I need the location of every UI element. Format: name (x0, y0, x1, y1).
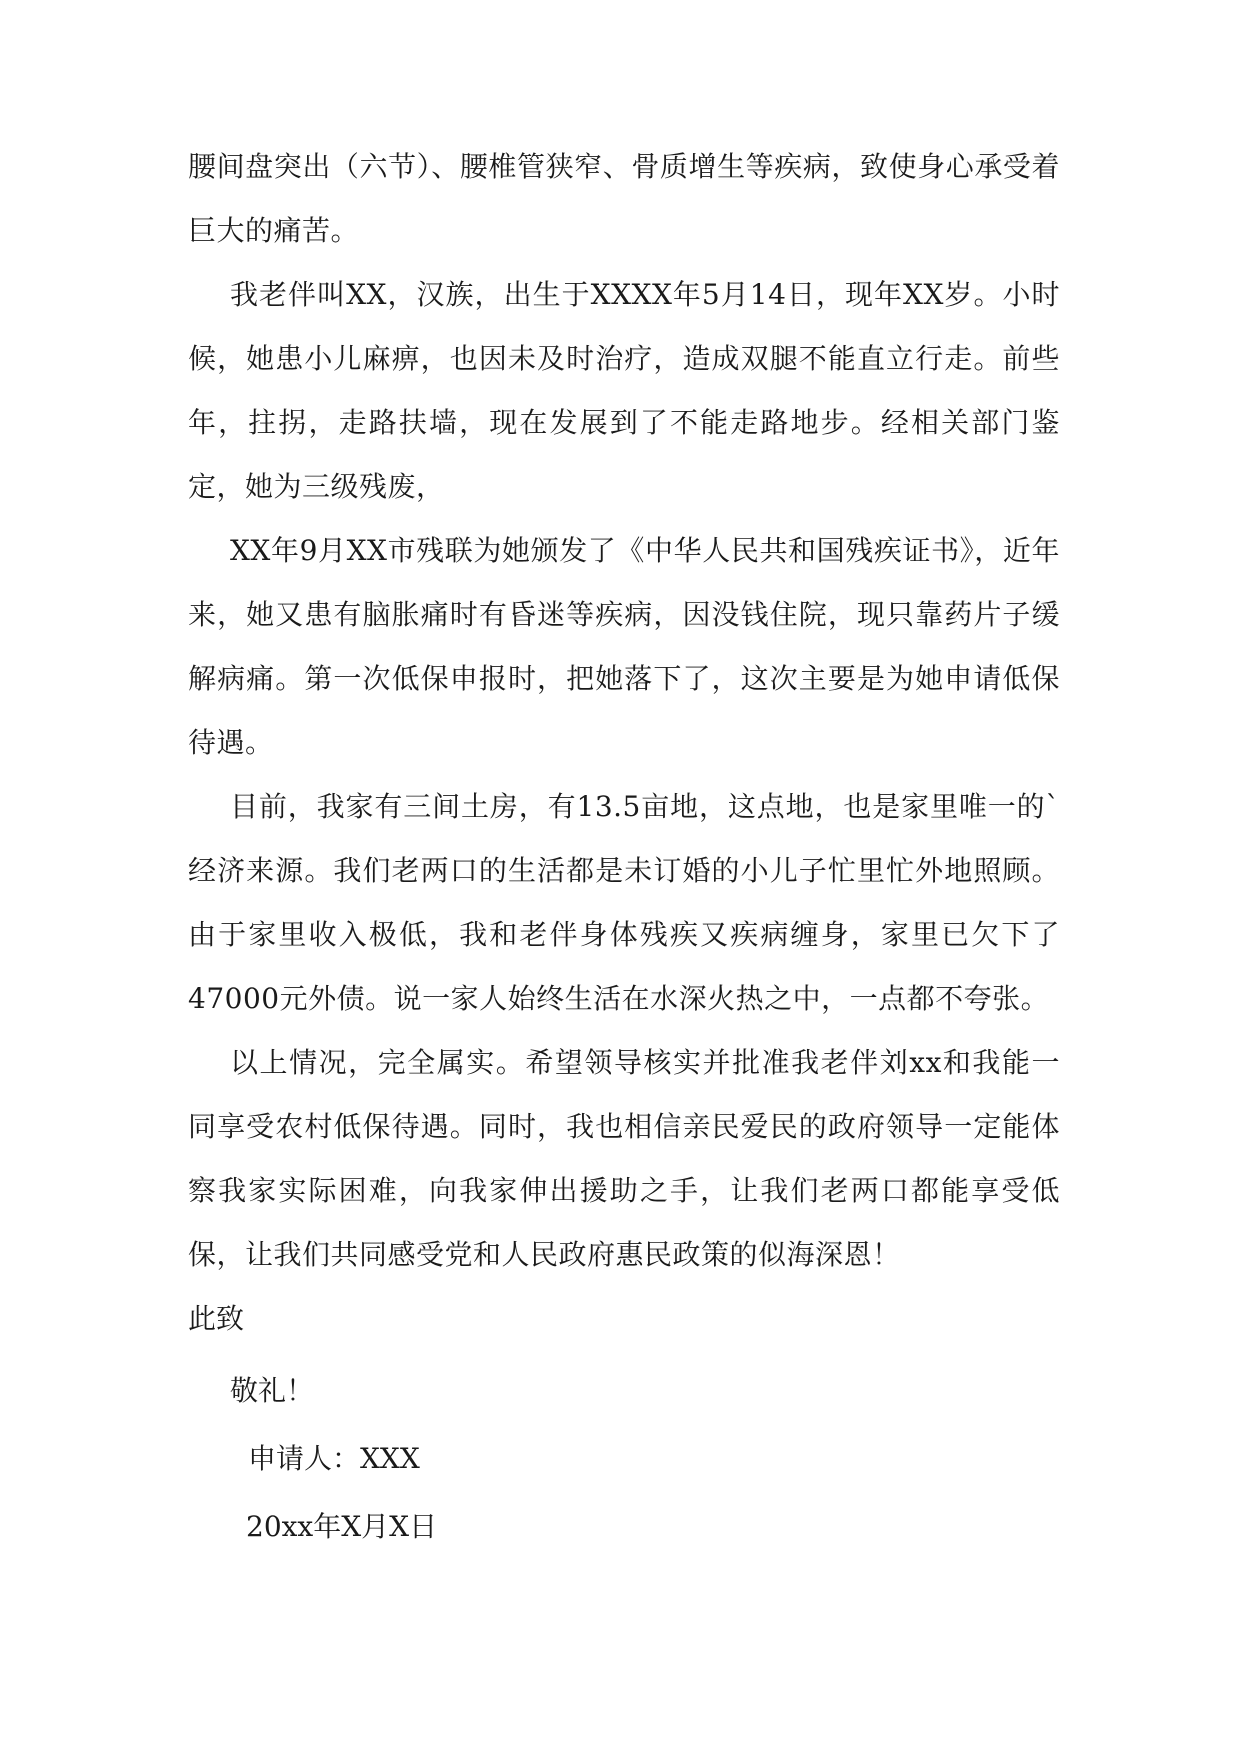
paragraph-2: 我老伴叫XX，汉族，出生于XXXX年5月14日，现年XX岁。小时候，她患小儿麻痹，也因未及时治疗，造成双腿不能直立行走。前些年，拄拐，走路扶墙，现在发展到了不能走路地步。经相关部门鉴定，她为三级残废， (188, 278, 1060, 503)
document-date: 20xx年X月X日 (246, 1510, 438, 1543)
paragraph-3: XX年9月XX市残联为她颁发了《中华人民共和国残疾证书》，近年来，她又患有脑胀痛时有昏迷等疾病，因没钱住院，现只靠药片子缓解病痛。第一次低保申报时，把她落下了，这次主要是为她申请低保待遇。 (188, 534, 1060, 759)
applicant-signature: 申请人：XXX (248, 1442, 420, 1475)
document-body (188, 135, 1060, 1559)
closing-salute: 敬礼！ (230, 1374, 315, 1407)
paragraph-4: 目前，我家有三间土房，有13.5亩地，这点地，也是家里唯一的`经济来源。我们老两口的生活都是未订婚的小儿子忙里忙外地照顾。由于家里收入极低，我和老伴身体残疾又疾病缠身，家里已欠下了47000元外债。说一家人始终生活在水深火热之中，一点都不夸张。 (188, 790, 1060, 1015)
closing-cizhi: 此致 (188, 1302, 245, 1335)
paragraph-5: 以上情况，完全属实。希望领导核实并批准我老伴刘xx和我能一同享受农村低保待遇。同时，我也相信亲民爱民的政府领导一定能体察我家实际困难，向我家伸出援助之手，让我们老两口都能享受低保，让我们共同感受党和人民政府惠民政策的似海深恩！ (188, 1046, 1060, 1271)
paragraph-1: 腰间盘突出（六节）、腰椎管狭窄、骨质增生等疾病，致使身心承受着巨大的痛苦。 (188, 150, 1060, 247)
